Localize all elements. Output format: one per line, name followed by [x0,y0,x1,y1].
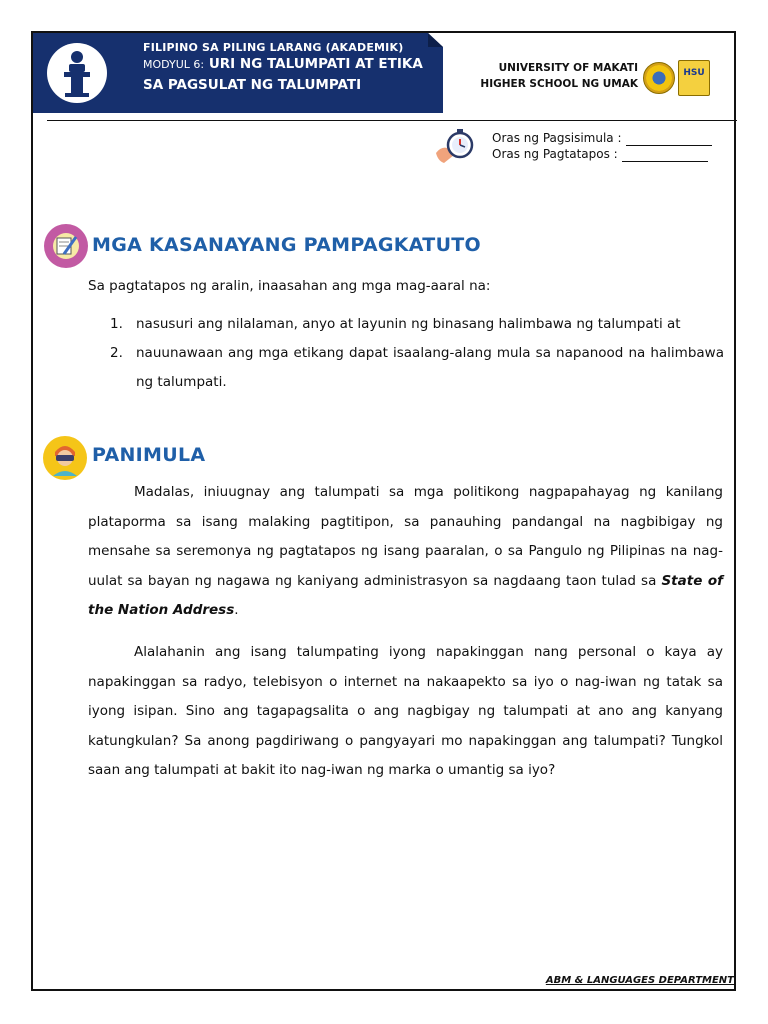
objectives-intro: Sa pagtatapos ng aralin, inaasahan ang mga mag-aaral na: [88,278,491,294]
hsu-logo-text: HSU [683,68,705,78]
subject-title: FILIPINO SA PILING LARANG (AKADEMIK) [143,41,404,54]
module-banner [33,33,443,113]
speaker-podium-icon [47,43,107,103]
university-block [480,60,638,92]
module-number: MODYUL 6: [143,58,205,71]
student-avatar-icon [43,436,87,480]
university-name: UNIVERSITY OF MAKATI [498,62,638,74]
start-time-label: Oras ng Pagsisimula : [492,131,622,145]
sona-emphasis: State of the Nation Address [88,572,723,618]
introduction-paragraph-1 [88,478,723,626]
hsu-logo-icon [678,60,710,96]
list-item-text: nauunawaan ang mga etikang dapat isaalang-alang mula sa napanood na halimbawa ng talumpati. [136,345,724,390]
department-footer: ABM & LANGUAGES DEPARTMENT [545,975,734,986]
paragraph-end: . [234,602,239,618]
school-name: HIGHER SCHOOL NG UMAK [480,78,638,90]
module-title-line1: URI NG TALUMPATI AT ETIKA [208,56,423,72]
objectives-heading: MGA KASANAYANG PAMPAGKATUTO [92,234,482,256]
objectives-list [110,310,724,397]
list-item [110,339,724,397]
list-item-number: 1. [110,316,123,332]
end-time-blank[interactable] [622,149,708,162]
list-item-text: nasusuri ang nilalaman, anyo at layunin ng binasang halimbawa ng talumpati at [136,316,681,332]
notepad-pencil-icon [44,224,88,268]
paragraph-text: Madalas, iniuugnay ang talumpati sa mga politikong nagpapahayag ng kanilang plataporma sa isang malaking pagtitipon, sa panauhing pandangal na nagbibigay ng mensahe sa seremonya ng pagtatapos ng isang paaralan, o sa Pangulo ng Pilipinas na nag-uulat sa bayan ng nagawa ng kaniyang administrasyon sa nagdaang taon tulad sa [88,484,723,589]
header-divider [47,120,737,121]
introduction-heading: PANIMULA [92,444,206,466]
end-time-label: Oras ng Pagtatapos : [492,147,618,161]
introduction-paragraph-2: Alalahanin ang isang talumpating iyong napakinggan nang personal o kaya ay napakinggan sa radyo, telebisyon o internet na nakaapekto sa iyo o nag-iwan ng tatak sa iyong isipan. Sino ang tagapagsalita o ang nagbigay ng talumpati at ano ang kanyang katungkulan? Sa anong pagdiriwang o pangyayari mo napakinggan ang talumpati? Tungkol saan ang talumpati at bakit ito nag-iwan ng marka o umantig sa iyo? [88,644,723,778]
module-title-line2: SA PAGSULAT NG TALUMPATI [143,77,362,93]
start-time-blank[interactable] [626,133,712,146]
stopwatch-hand-icon [434,125,478,169]
umak-seal-icon [643,62,675,94]
time-fields [492,130,712,162]
list-item-number: 2. [110,345,123,361]
list-item [110,310,724,339]
